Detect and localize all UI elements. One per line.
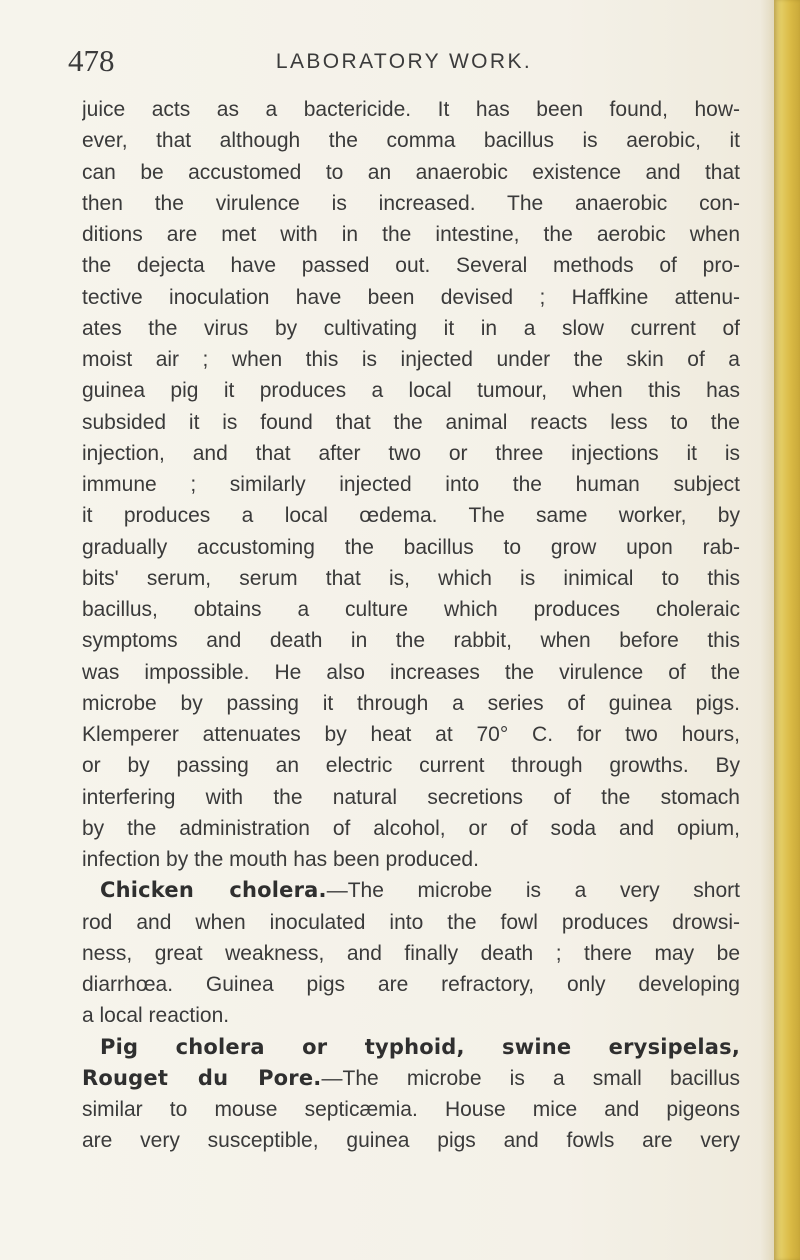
gilt-page-edge <box>774 0 800 1260</box>
pig-cholera-heading: Pig cholera or typhoid, swine erysipelas, <box>100 1034 740 1059</box>
text-line: then the virulence is increased. The anaerobic con- <box>82 191 740 215</box>
page-edge-shadow <box>760 0 774 1260</box>
text-line: bacillus, obtains a culture which produces choleraic <box>82 598 740 621</box>
text-line: rod and when inoculated into the fowl produces drowsi- <box>82 910 740 934</box>
text-line: interfering with the natural secretions of the stomach <box>82 785 740 809</box>
text-line: or by passing an electric current through growths. By <box>82 754 740 778</box>
text-line: was impossible. He also increases the virulence of the <box>82 660 740 684</box>
text-line: are very susceptible, guinea pigs and fowls are very <box>82 1129 740 1153</box>
running-head: LABORATORY WORK. <box>275 50 533 73</box>
rouget-du-pore-heading: Rouget du Pore. <box>82 1065 322 1090</box>
text-line: injection, and that after two or three injections it is <box>82 441 740 465</box>
chicken-cholera-first-line <box>100 875 740 906</box>
text-line: it produces a local œdema. The same worker, by <box>82 504 740 528</box>
text-line: ever, that although the comma bacillus is aerobic, it <box>82 129 740 153</box>
chicken-cholera-heading: Chicken cholera. <box>100 878 327 903</box>
text-line: a local reaction. <box>82 1004 230 1028</box>
text-line: subsided it is found that the animal reacts less to the <box>82 410 740 434</box>
text-line: ates the virus by cultivating it in a slow current of <box>82 316 740 340</box>
text-line: moist air ; when this is injected under the skin of a <box>82 348 740 371</box>
text-line: immune ; similarly injected into the human subject <box>82 473 740 496</box>
text-line: the dejecta have passed out. Several methods of pro- <box>82 254 740 278</box>
text-line: can be accustomed to an anaerobic existence and that <box>82 160 740 184</box>
chicken-cholera-first-line-rest: —The microbe is a very short <box>326 879 740 903</box>
text-line: tective inoculation have been devised ; Haffkine attenu- <box>82 285 740 309</box>
text-line: ditions are met with in the intestine, the aerobic when <box>82 223 740 246</box>
text-line: ness, great weakness, and finally death ; there may be <box>82 941 740 965</box>
text-line: by the administration of alcohol, or of soda and opium, <box>82 816 740 840</box>
text-line: juice acts as a bactericide. It has been found, how- <box>82 98 740 121</box>
pig-cholera-second-line <box>82 1063 740 1094</box>
text-line: similar to mouse septicæmia. House mice and pigeons <box>82 1098 740 1121</box>
page-header <box>68 42 740 82</box>
text-line: diarrhœa. Guinea pigs are refractory, only developing <box>82 973 740 996</box>
text-line: gradually accustoming the bacillus to grow upon rab- <box>82 535 740 559</box>
pig-cholera-heading-line <box>100 1032 740 1063</box>
pig-cholera-second-line-rest: —The microbe is a small bacillus <box>321 1066 740 1090</box>
text-line: Klemperer attenuates by heat at 70° C. for two hours, <box>82 723 740 746</box>
text-line: infection by the mouth has been produced. <box>82 848 479 871</box>
page-number: 478 <box>68 43 115 78</box>
text-line: guinea pig it produces a local tumour, when this has <box>82 379 740 403</box>
body-text <box>82 94 740 1157</box>
text-line: microbe by passing it through a series of guinea pigs. <box>82 691 740 715</box>
text-line: symptoms and death in the rabbit, when before this <box>82 629 740 653</box>
text-line: bits' serum, serum that is, which is inimical to this <box>82 566 740 590</box>
